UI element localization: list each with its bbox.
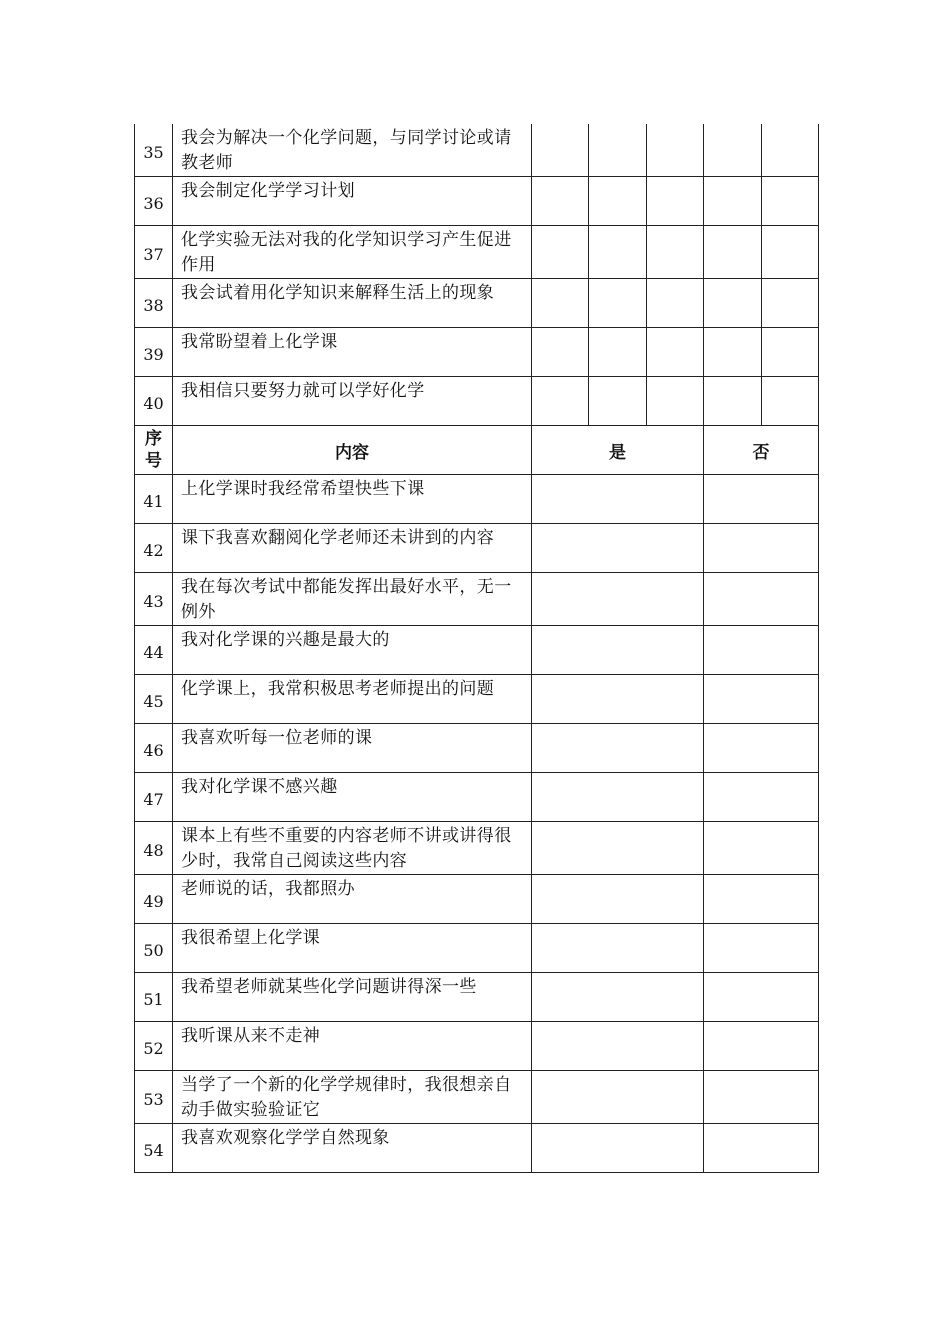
table-row	[135, 924, 819, 973]
scale-cell-1[interactable]	[532, 124, 589, 177]
item-text: 上化学课时我经常希望快些下课	[173, 475, 532, 524]
item-text: 我会试着用化学知识来解释生活上的现象	[173, 279, 532, 328]
scale-cell-5[interactable]	[762, 377, 819, 426]
yes-cell[interactable]	[532, 1124, 704, 1173]
item-text: 化学实验无法对我的化学知识学习产生促进作用	[173, 226, 532, 279]
yes-cell[interactable]	[532, 773, 704, 822]
scale-cell-4[interactable]	[704, 328, 762, 377]
number-header-line-1: 序	[145, 429, 162, 449]
table-row	[135, 524, 819, 573]
scale-cell-3[interactable]	[647, 124, 704, 177]
scale-cell-4[interactable]	[704, 177, 762, 226]
scale-cell-3[interactable]	[647, 279, 704, 328]
item-text: 我喜欢听每一位老师的课	[173, 724, 532, 773]
table-row	[135, 973, 819, 1022]
item-text: 化学课上，我常积极思考老师提出的问题	[173, 675, 532, 724]
item-number: 44	[135, 626, 173, 675]
scale-cell-4[interactable]	[704, 226, 762, 279]
item-number: 50	[135, 924, 173, 973]
item-text: 我喜欢观察化学学自然现象	[173, 1124, 532, 1173]
yes-cell[interactable]	[532, 822, 704, 875]
item-text: 课下我喜欢翻阅化学老师还未讲到的内容	[173, 524, 532, 573]
item-number: 47	[135, 773, 173, 822]
no-cell[interactable]	[704, 875, 819, 924]
content-column-header: 内容	[173, 426, 532, 475]
item-text: 我很希望上化学课	[173, 924, 532, 973]
number-column-header	[135, 426, 173, 475]
no-cell[interactable]	[704, 724, 819, 773]
no-cell[interactable]	[704, 475, 819, 524]
item-number: 43	[135, 573, 173, 626]
no-column-header: 否	[704, 426, 819, 475]
yes-cell[interactable]	[532, 1071, 704, 1124]
item-number: 38	[135, 279, 173, 328]
table-row	[135, 573, 819, 626]
scale-cell-2[interactable]	[589, 226, 647, 279]
table-row	[135, 377, 819, 426]
item-number: 42	[135, 524, 173, 573]
table-row	[135, 177, 819, 226]
scale-cell-1[interactable]	[532, 177, 589, 226]
no-cell[interactable]	[704, 1124, 819, 1173]
table-row	[135, 675, 819, 724]
table-row	[135, 822, 819, 875]
table-row	[135, 626, 819, 675]
scale-cell-2[interactable]	[589, 328, 647, 377]
header-row	[135, 426, 819, 475]
table-row	[135, 124, 819, 177]
no-cell[interactable]	[704, 675, 819, 724]
yes-cell[interactable]	[532, 973, 704, 1022]
item-number: 37	[135, 226, 173, 279]
no-cell[interactable]	[704, 773, 819, 822]
yes-cell[interactable]	[532, 573, 704, 626]
table-row	[135, 475, 819, 524]
scale-cell-2[interactable]	[589, 124, 647, 177]
scale-cell-5[interactable]	[762, 279, 819, 328]
scale-cell-1[interactable]	[532, 377, 589, 426]
item-text: 我会为解决一个化学问题，与同学讨论或请教老师	[173, 124, 532, 177]
yes-cell[interactable]	[532, 626, 704, 675]
item-number: 41	[135, 475, 173, 524]
yes-cell[interactable]	[532, 1022, 704, 1071]
yes-cell[interactable]	[532, 475, 704, 524]
item-text: 我会制定化学学习计划	[173, 177, 532, 226]
no-cell[interactable]	[704, 1022, 819, 1071]
scale-cell-2[interactable]	[589, 279, 647, 328]
no-cell[interactable]	[704, 1071, 819, 1124]
item-number: 51	[135, 973, 173, 1022]
item-number: 39	[135, 328, 173, 377]
scale-cell-1[interactable]	[532, 279, 589, 328]
scale-cell-3[interactable]	[647, 328, 704, 377]
table-row	[135, 773, 819, 822]
item-text: 我对化学课的兴趣是最大的	[173, 626, 532, 675]
item-number: 35	[135, 124, 173, 177]
item-number: 40	[135, 377, 173, 426]
yes-cell[interactable]	[532, 875, 704, 924]
yes-cell[interactable]	[532, 724, 704, 773]
no-cell[interactable]	[704, 524, 819, 573]
yes-column-header: 是	[532, 426, 704, 475]
item-number: 46	[135, 724, 173, 773]
scale-cell-1[interactable]	[532, 226, 589, 279]
item-number: 36	[135, 177, 173, 226]
scale-cell-2[interactable]	[589, 377, 647, 426]
item-number: 54	[135, 1124, 173, 1173]
scale-cell-3[interactable]	[647, 226, 704, 279]
yes-cell[interactable]	[532, 524, 704, 573]
no-cell[interactable]	[704, 573, 819, 626]
scale-cell-3[interactable]	[647, 377, 704, 426]
scale-cell-4[interactable]	[704, 377, 762, 426]
scale-cell-5[interactable]	[762, 124, 819, 177]
item-text: 我常盼望着上化学课	[173, 328, 532, 377]
item-number: 49	[135, 875, 173, 924]
scale-cell-4[interactable]	[704, 279, 762, 328]
number-header-line-2: 号	[145, 451, 162, 471]
item-text: 我希望老师就某些化学问题讲得深一些	[173, 973, 532, 1022]
item-text: 我在每次考试中都能发挥出最好水平，无一例外	[173, 573, 532, 626]
table-row	[135, 328, 819, 377]
item-text: 我对化学课不感兴趣	[173, 773, 532, 822]
scale-cell-5[interactable]	[762, 328, 819, 377]
table-row	[135, 724, 819, 773]
no-cell[interactable]	[704, 626, 819, 675]
item-text: 当学了一个新的化学学规律时，我很想亲自动手做实验验证它	[173, 1071, 532, 1124]
table-row	[135, 1071, 819, 1124]
questionnaire-table	[134, 124, 819, 1173]
scale-cell-5[interactable]	[762, 226, 819, 279]
table-row	[135, 875, 819, 924]
item-text: 我听课从来不走神	[173, 1022, 532, 1071]
item-number: 52	[135, 1022, 173, 1071]
scale-cell-5[interactable]	[762, 177, 819, 226]
scale-cell-3[interactable]	[647, 177, 704, 226]
scale-cell-1[interactable]	[532, 328, 589, 377]
item-text: 课本上有些不重要的内容老师不讲或讲得很少时，我常自己阅读这些内容	[173, 822, 532, 875]
scale-cell-4[interactable]	[704, 124, 762, 177]
item-number: 45	[135, 675, 173, 724]
item-number: 53	[135, 1071, 173, 1124]
yes-cell[interactable]	[532, 924, 704, 973]
item-number: 48	[135, 822, 173, 875]
item-text: 我相信只要努力就可以学好化学	[173, 377, 532, 426]
table-row	[135, 279, 819, 328]
table-row	[135, 1124, 819, 1173]
no-cell[interactable]	[704, 822, 819, 875]
table-row	[135, 1022, 819, 1071]
no-cell[interactable]	[704, 973, 819, 1022]
no-cell[interactable]	[704, 924, 819, 973]
yes-cell[interactable]	[532, 675, 704, 724]
item-text: 老师说的话，我都照办	[173, 875, 532, 924]
table-row	[135, 226, 819, 279]
scale-cell-2[interactable]	[589, 177, 647, 226]
